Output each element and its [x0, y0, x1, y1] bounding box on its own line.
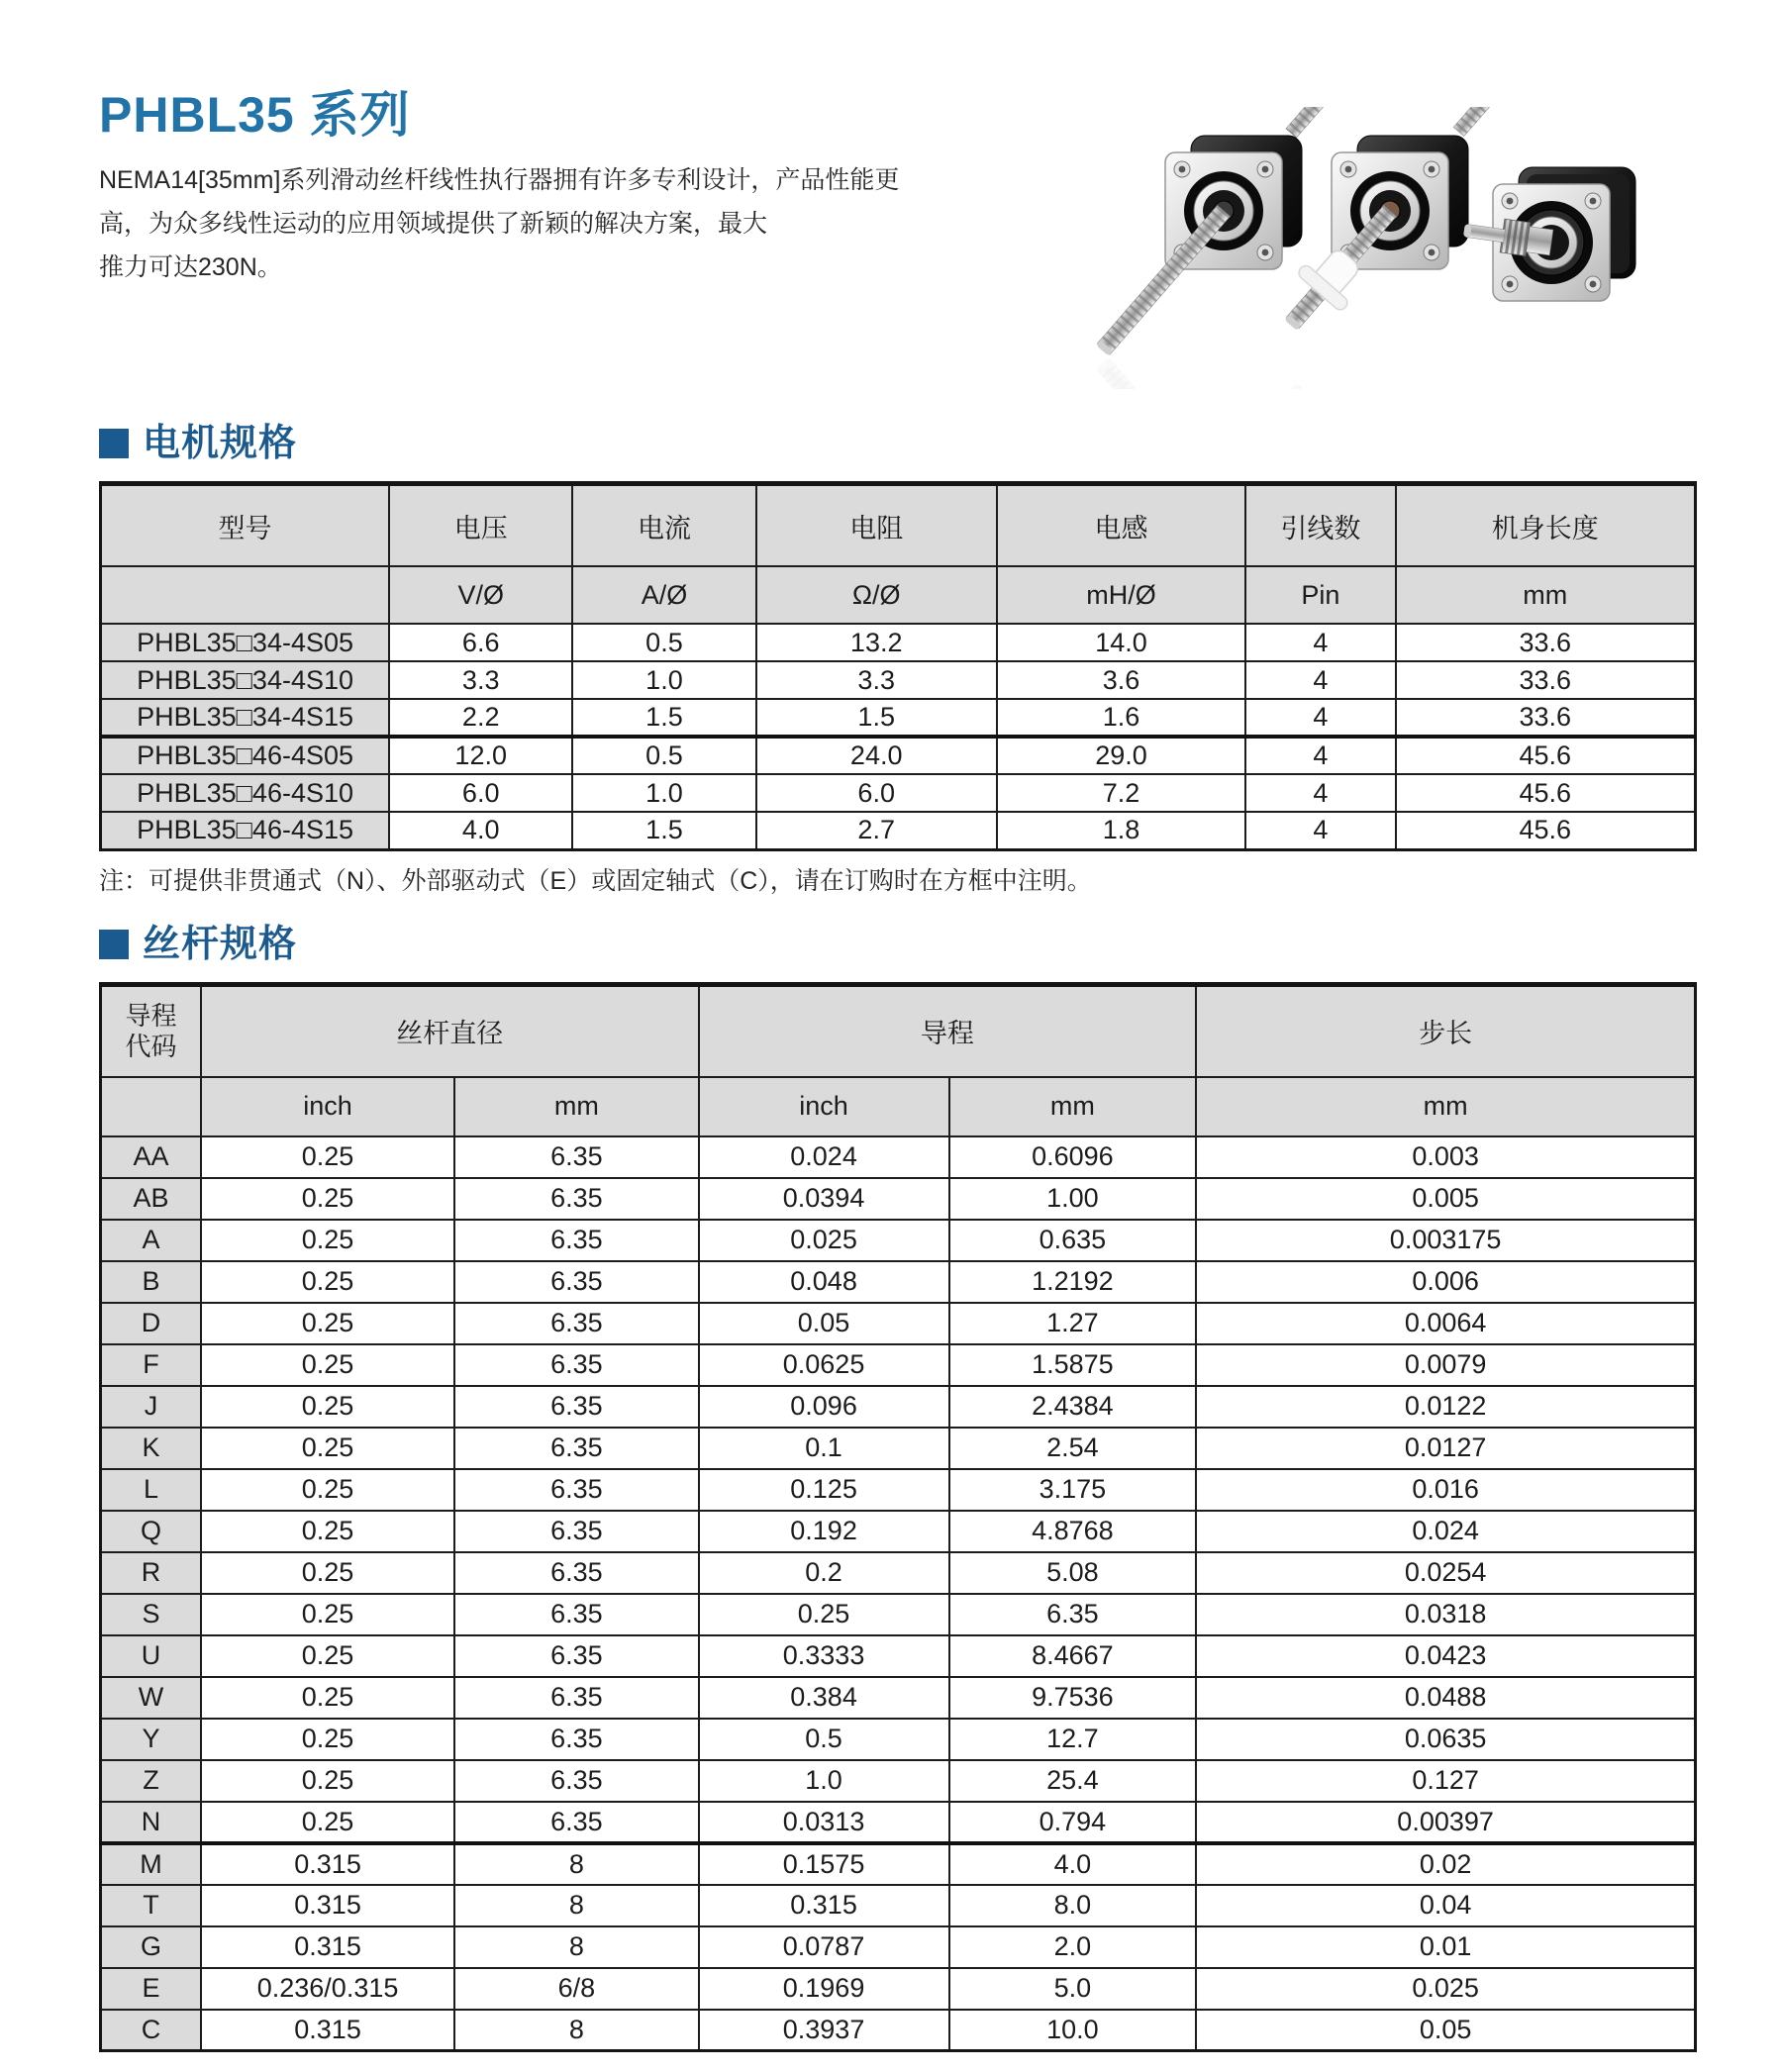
data-cell: 2.0: [949, 1926, 1197, 1968]
row-header-cell: R: [101, 1552, 201, 1594]
data-cell: 45.6: [1396, 737, 1696, 774]
data-cell: 0.236/0.315: [201, 1968, 454, 2010]
table-row: [101, 1469, 1696, 1511]
screw-table-header-row: [101, 984, 1696, 1077]
unit-cell: V/Ø: [389, 566, 572, 624]
data-cell: 0.0313: [699, 1802, 949, 1843]
unit-cell: mH/Ø: [997, 566, 1245, 624]
row-header-cell: D: [101, 1303, 201, 1344]
data-cell: 6.35: [454, 1802, 698, 1843]
table-row: [101, 624, 1696, 661]
data-cell: 0.315: [201, 1926, 454, 1968]
data-cell: 4: [1245, 812, 1395, 849]
row-header-cell: E: [101, 1968, 201, 2010]
data-cell: 6.35: [454, 1552, 698, 1594]
data-cell: 1.27: [949, 1303, 1197, 1344]
data-cell: 0.1: [699, 1428, 949, 1469]
data-cell: 6.35: [454, 1344, 698, 1386]
table-row: [101, 1386, 1696, 1428]
data-cell: 0.794: [949, 1802, 1197, 1843]
data-cell: 0.3937: [699, 2010, 949, 2051]
data-cell: 0.0423: [1196, 1635, 1695, 1677]
data-cell: 8: [454, 2010, 698, 2051]
units-row-empty-cell: [101, 1077, 201, 1136]
table-row: [101, 1760, 1696, 1802]
actuator-photo-illustration: [1049, 107, 1742, 389]
data-cell: 6.35: [454, 1428, 698, 1469]
table-row: [101, 2010, 1696, 2051]
data-cell: 6.35: [454, 1178, 698, 1220]
data-cell: 1.5: [572, 812, 755, 849]
column-group-header: 导程: [699, 984, 1197, 1077]
data-cell: 8: [454, 1843, 698, 1885]
description-line: NEMA14[35mm]系列滑动丝杆线性执行器拥有许多专利设计，产品性能更: [99, 166, 900, 194]
row-header-cell: PHBL35□34-4S10: [101, 661, 390, 699]
column-header: 电流: [572, 484, 755, 567]
data-cell: 0.125: [699, 1469, 949, 1511]
data-cell: 0.25: [201, 1178, 454, 1220]
data-cell: 0.635: [949, 1220, 1197, 1261]
table-row: [101, 1594, 1696, 1635]
data-cell: 0.02: [1196, 1843, 1695, 1885]
data-cell: 1.6: [997, 699, 1245, 737]
motor-with-shaft-coupler: [1462, 167, 1635, 301]
data-cell: 0.25: [201, 1594, 454, 1635]
data-cell: 0.6096: [949, 1136, 1197, 1178]
column-header: 型号: [101, 484, 390, 567]
data-cell: 0.315: [201, 1843, 454, 1885]
data-cell: 0.1575: [699, 1843, 949, 1885]
data-cell: 6.35: [454, 1220, 698, 1261]
data-cell: 8: [454, 1885, 698, 1926]
data-cell: 0.25: [201, 1677, 454, 1719]
column-header: 引线数: [1245, 484, 1395, 567]
row-header-cell: C: [101, 2010, 201, 2051]
data-cell: 4: [1245, 737, 1395, 774]
table-row: [101, 1511, 1696, 1552]
data-cell: 29.0: [997, 737, 1245, 774]
page-title: PHBL35 系列: [99, 87, 411, 143]
row-header-cell: S: [101, 1594, 201, 1635]
data-cell: 3.6: [997, 661, 1245, 699]
row-header-cell: U: [101, 1635, 201, 1677]
data-cell: 0.025: [1196, 1968, 1695, 2010]
data-cell: 8: [454, 1926, 698, 1968]
data-cell: 0.003: [1196, 1136, 1695, 1178]
data-cell: 0.5: [572, 737, 755, 774]
data-cell: 0.5: [572, 624, 755, 661]
data-cell: 0.024: [699, 1136, 949, 1178]
data-cell: 4.0: [389, 812, 572, 849]
data-cell: 0.048: [699, 1261, 949, 1303]
data-cell: 0.315: [201, 1885, 454, 1926]
data-cell: 0.25: [201, 1635, 454, 1677]
row-header-cell: PHBL35□34-4S05: [101, 624, 390, 661]
table-row: [101, 1635, 1696, 1677]
column-header: 电压: [389, 484, 572, 567]
data-cell: 0.0064: [1196, 1303, 1695, 1344]
data-cell: 0.2: [699, 1552, 949, 1594]
data-cell: 0.5: [699, 1719, 949, 1760]
row-header-cell: N: [101, 1802, 201, 1843]
table-row: [101, 1552, 1696, 1594]
code-header-line: 导程: [125, 1000, 177, 1031]
table-row: [101, 1261, 1696, 1303]
units-row-empty-cell: [101, 566, 390, 624]
row-header-cell: PHBL35□46-4S10: [101, 774, 390, 812]
data-cell: 0.025: [699, 1220, 949, 1261]
data-cell: 6.6: [389, 624, 572, 661]
unit-cell: mm: [949, 1077, 1197, 1136]
data-cell: 6.35: [454, 1386, 698, 1428]
table-row: [101, 774, 1696, 812]
data-cell: 0.0318: [1196, 1594, 1695, 1635]
data-cell: 3.3: [756, 661, 997, 699]
data-cell: 0.384: [699, 1677, 949, 1719]
data-cell: 6.35: [454, 1136, 698, 1178]
section-title: 丝杆规格: [143, 923, 298, 965]
unit-cell: inch: [699, 1077, 949, 1136]
screw-table-units-row: [101, 1077, 1696, 1136]
data-cell: 0.25: [201, 1469, 454, 1511]
data-cell: 8.4667: [949, 1635, 1197, 1677]
screw-table-body: [101, 1136, 1696, 2051]
series-description: [99, 158, 1040, 289]
table-row: [101, 1968, 1696, 2010]
column-header: 电感: [997, 484, 1245, 567]
column-header: 机身长度: [1396, 484, 1696, 567]
description-line: 推力可达230N。: [99, 253, 282, 281]
data-cell: 2.4384: [949, 1386, 1197, 1428]
data-cell: 0.0254: [1196, 1552, 1695, 1594]
column-group-header: 丝杆直径: [201, 984, 699, 1077]
section-title: 电机规格: [143, 423, 298, 464]
table-row: [101, 1178, 1696, 1220]
data-cell: 0.25: [201, 1386, 454, 1428]
row-header-cell: A: [101, 1220, 201, 1261]
row-header-cell: PHBL35□46-4S15: [101, 812, 390, 849]
motor-spec-table: [99, 481, 1697, 851]
data-cell: 4: [1245, 699, 1395, 737]
data-cell: 33.6: [1396, 624, 1696, 661]
data-cell: 6.35: [949, 1594, 1197, 1635]
screw-spec-table: [99, 982, 1697, 2053]
row-header-cell: T: [101, 1885, 201, 1926]
footnote: 注：可提供非贯通式（N）、外部驱动式（E）或固定轴式（C），请在订购时在方框中注明。: [99, 866, 1092, 895]
data-cell: 2.2: [389, 699, 572, 737]
data-cell: 0.25: [201, 1719, 454, 1760]
data-cell: 0.25: [201, 1303, 454, 1344]
data-cell: 0.25: [201, 1552, 454, 1594]
unit-cell: A/Ø: [572, 566, 755, 624]
data-cell: 0.00397: [1196, 1802, 1695, 1843]
row-header-cell: Y: [101, 1719, 201, 1760]
column-header: [101, 984, 201, 1077]
data-cell: 5.0: [949, 1968, 1197, 2010]
data-cell: 10.0: [949, 2010, 1197, 2051]
data-cell: 0.0122: [1196, 1386, 1695, 1428]
unit-cell: inch: [201, 1077, 454, 1136]
data-cell: 0.192: [699, 1511, 949, 1552]
data-cell: 0.315: [699, 1885, 949, 1926]
data-cell: 7.2: [997, 774, 1245, 812]
table-row: [101, 1843, 1696, 1885]
data-cell: 0.25: [699, 1594, 949, 1635]
data-cell: 0.05: [699, 1303, 949, 1344]
data-cell: 0.04: [1196, 1885, 1695, 1926]
data-cell: 12.0: [389, 737, 572, 774]
data-cell: 1.0: [572, 661, 755, 699]
data-cell: 0.016: [1196, 1469, 1695, 1511]
data-cell: 5.08: [949, 1552, 1197, 1594]
data-cell: 0.0625: [699, 1344, 949, 1386]
unit-cell: Pin: [1245, 566, 1395, 624]
data-cell: 0.01: [1196, 1926, 1695, 1968]
data-cell: 33.6: [1396, 661, 1696, 699]
data-cell: 1.5: [756, 699, 997, 737]
data-cell: 0.05: [1196, 2010, 1695, 2051]
data-cell: 0.1969: [699, 1968, 949, 2010]
data-cell: 0.25: [201, 1511, 454, 1552]
data-cell: 8.0: [949, 1885, 1197, 1926]
data-cell: 6.35: [454, 1719, 698, 1760]
row-header-cell: Q: [101, 1511, 201, 1552]
data-cell: 12.7: [949, 1719, 1197, 1760]
data-cell: 6/8: [454, 1968, 698, 2010]
row-header-cell: F: [101, 1344, 201, 1386]
table-row: [101, 1428, 1696, 1469]
data-cell: 6.0: [756, 774, 997, 812]
row-header-cell: K: [101, 1428, 201, 1469]
data-cell: 1.00: [949, 1178, 1197, 1220]
data-cell: 13.2: [756, 624, 997, 661]
data-cell: 6.35: [454, 1677, 698, 1719]
data-cell: 6.35: [454, 1635, 698, 1677]
data-cell: 6.35: [454, 1469, 698, 1511]
data-cell: 4: [1245, 774, 1395, 812]
table-row: [101, 661, 1696, 699]
unit-cell: mm: [454, 1077, 698, 1136]
table-row: [101, 1885, 1696, 1926]
data-cell: 1.0: [699, 1760, 949, 1802]
data-cell: 0.25: [201, 1428, 454, 1469]
table-row: [101, 1677, 1696, 1719]
unit-cell: mm: [1196, 1077, 1695, 1136]
table-row: [101, 1344, 1696, 1386]
row-header-cell: J: [101, 1386, 201, 1428]
data-cell: 6.35: [454, 1594, 698, 1635]
column-header: 电阻: [756, 484, 997, 567]
row-header-cell: G: [101, 1926, 201, 1968]
data-cell: 0.0635: [1196, 1719, 1695, 1760]
description-line: 高，为众多线性运动的应用领域提供了新颖的解决方案，最大: [99, 210, 768, 238]
data-cell: 0.127: [1196, 1760, 1695, 1802]
data-cell: 1.0: [572, 774, 755, 812]
row-header-cell: AA: [101, 1136, 201, 1178]
data-cell: 1.8: [997, 812, 1245, 849]
data-cell: 0.006: [1196, 1261, 1695, 1303]
data-cell: 1.5875: [949, 1344, 1197, 1386]
data-cell: 0.003175: [1196, 1220, 1695, 1261]
row-header-cell: PHBL35□34-4S15: [101, 699, 390, 737]
motor-table-body: [101, 624, 1696, 849]
table-row: [101, 1802, 1696, 1843]
unit-cell: mm: [1396, 566, 1696, 624]
data-cell: 0.3333: [699, 1635, 949, 1677]
table-row: [101, 1136, 1696, 1178]
data-cell: 3.175: [949, 1469, 1197, 1511]
table-row: [101, 1926, 1696, 1968]
data-cell: 0.0127: [1196, 1428, 1695, 1469]
data-cell: 0.024: [1196, 1511, 1695, 1552]
product-photo: [1049, 107, 1742, 389]
data-cell: 0.0787: [699, 1926, 949, 1968]
row-header-cell: B: [101, 1261, 201, 1303]
blue-square-icon: [99, 930, 129, 959]
data-cell: 0.315: [201, 2010, 454, 2051]
data-cell: 6.35: [454, 1261, 698, 1303]
data-cell: 33.6: [1396, 699, 1696, 737]
data-cell: 0.25: [201, 1261, 454, 1303]
data-cell: 6.35: [454, 1303, 698, 1344]
data-cell: 25.4: [949, 1760, 1197, 1802]
code-header-line: 代码: [125, 1031, 177, 1061]
unit-cell: Ω/Ø: [756, 566, 997, 624]
table-row: [101, 1719, 1696, 1760]
table-row: [101, 1220, 1696, 1261]
data-cell: 2.54: [949, 1428, 1197, 1469]
row-header-cell: Z: [101, 1760, 201, 1802]
data-cell: 0.25: [201, 1220, 454, 1261]
data-cell: 0.096: [699, 1386, 949, 1428]
motor-spec-section-header: [99, 422, 1697, 465]
data-cell: 1.5: [572, 699, 755, 737]
data-cell: 0.0394: [699, 1178, 949, 1220]
data-cell: 4: [1245, 624, 1395, 661]
screw-spec-section-header: [99, 923, 1697, 966]
row-header-cell: PHBL35□46-4S05: [101, 737, 390, 774]
column-group-header: 步长: [1196, 984, 1695, 1077]
data-cell: 1.2192: [949, 1261, 1197, 1303]
data-cell: 0.25: [201, 1802, 454, 1843]
row-header-cell: W: [101, 1677, 201, 1719]
data-cell: 0.0079: [1196, 1344, 1695, 1386]
table-row: [101, 1303, 1696, 1344]
table-row: [101, 812, 1696, 849]
data-cell: 4.8768: [949, 1511, 1197, 1552]
row-header-cell: L: [101, 1469, 201, 1511]
data-cell: 4.0: [949, 1843, 1197, 1885]
data-cell: 45.6: [1396, 812, 1696, 849]
data-cell: 6.0: [389, 774, 572, 812]
data-cell: 0.25: [201, 1760, 454, 1802]
data-cell: 6.35: [454, 1760, 698, 1802]
data-cell: 45.6: [1396, 774, 1696, 812]
data-cell: 2.7: [756, 812, 997, 849]
data-cell: 14.0: [997, 624, 1245, 661]
data-cell: 0.005: [1196, 1178, 1695, 1220]
motor-table-header-row: [101, 484, 1696, 567]
table-row: [101, 737, 1696, 774]
data-cell: 6.35: [454, 1511, 698, 1552]
data-cell: 3.3: [389, 661, 572, 699]
data-cell: 0.25: [201, 1136, 454, 1178]
data-cell: 24.0: [756, 737, 997, 774]
row-header-cell: AB: [101, 1178, 201, 1220]
data-cell: 9.7536: [949, 1677, 1197, 1719]
blue-square-icon: [99, 429, 129, 458]
data-cell: 0.0488: [1196, 1677, 1695, 1719]
table-row: [101, 699, 1696, 737]
data-cell: 4: [1245, 661, 1395, 699]
data-cell: 0.25: [201, 1344, 454, 1386]
row-header-cell: M: [101, 1843, 201, 1885]
motor-table-units-row: [101, 566, 1696, 624]
